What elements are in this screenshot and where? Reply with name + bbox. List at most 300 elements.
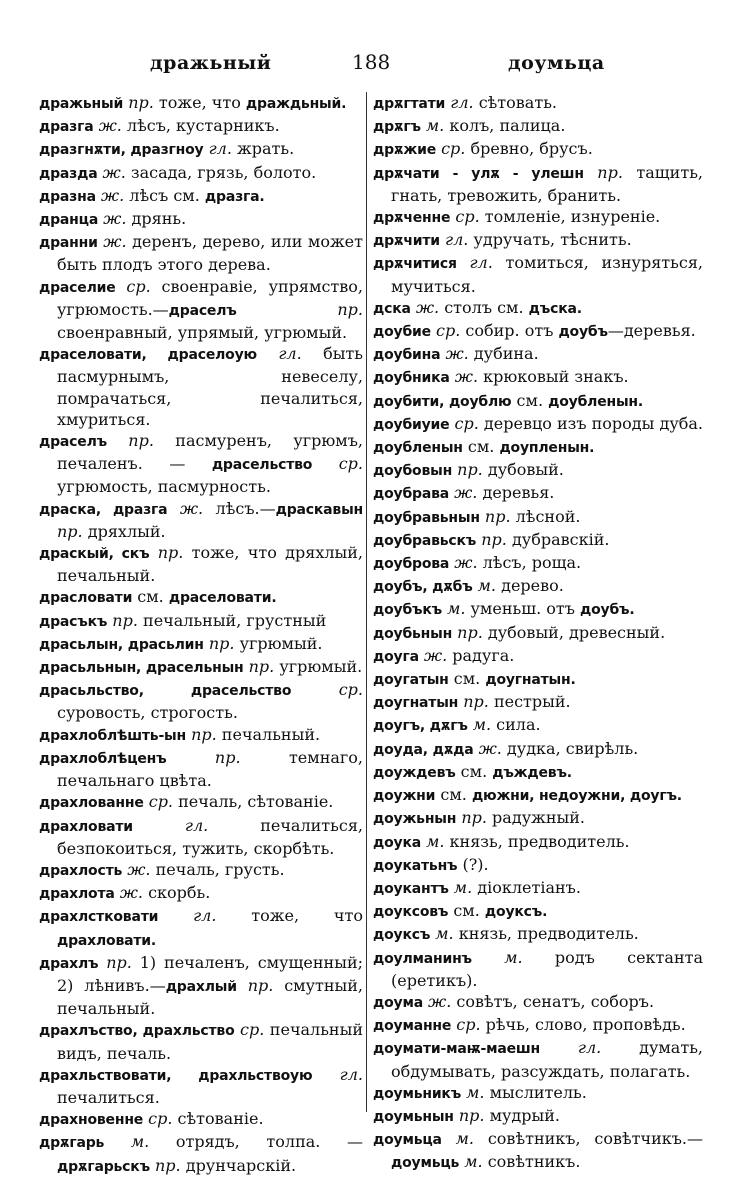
entry-headword: драхльствовати, драхльствоую xyxy=(39,1067,313,1084)
dictionary-entry xyxy=(373,162,703,206)
entry-headword: дразга xyxy=(39,119,94,136)
dictionary-entry xyxy=(373,738,703,761)
entry-definition: печалиться. xyxy=(57,1087,160,1107)
entry-grammar-label: м. xyxy=(448,877,473,897)
dictionary-entry xyxy=(39,92,363,115)
entry-grammar-label: гл. xyxy=(540,1038,602,1058)
entry-headword: дрѫчитися xyxy=(373,256,457,273)
entry-grammar-label: м. xyxy=(471,947,523,967)
entry-grammar-label: пр. xyxy=(458,692,489,712)
dictionary-entry xyxy=(373,947,703,991)
entry-headword: дъждевъ. xyxy=(492,764,572,781)
entry-definition: удручать, тѣснить. xyxy=(468,230,632,250)
dictionary-entry xyxy=(373,529,703,552)
entry-headword: драселие xyxy=(39,279,116,296)
dictionary-entry xyxy=(39,1131,363,1177)
entry-definition: 1) печаленъ, смущенный; 2) лѣнивъ.— xyxy=(57,952,363,995)
entry-headword: доуксъ. xyxy=(484,904,548,921)
entry-grammar-label: м. xyxy=(461,1082,485,1102)
entry-headword: дрѫгарьскъ xyxy=(57,1158,150,1175)
entry-headword: доуга xyxy=(373,648,419,665)
dictionary-entry xyxy=(373,691,703,714)
entry-definition: угрюмость, пасмурность. xyxy=(57,477,271,497)
entry-headword: доубьнын xyxy=(373,625,453,642)
entry-grammar-label: пр. xyxy=(149,543,184,563)
entry-definition: своенравіе, упрямство, угрюмость.— xyxy=(57,276,364,319)
entry-grammar-label: ср. xyxy=(430,321,461,341)
entry-grammar-label: пр. xyxy=(453,1105,485,1125)
entry-grammar-label: пр. xyxy=(236,975,274,995)
dictionary-entry xyxy=(373,436,703,459)
entry-definition: —деревья. xyxy=(607,321,696,341)
entry-definition: печальный, грустный xyxy=(137,610,327,630)
entry-grammar-label: пр. xyxy=(123,93,154,112)
entry-headword: драскавын xyxy=(275,501,364,518)
entry-grammar-label: гл. xyxy=(256,344,302,364)
entry-definition: томленіе, изнуреніе. xyxy=(479,207,661,227)
entry-grammar-label: ср. xyxy=(449,413,479,433)
dictionary-entry xyxy=(373,482,703,505)
entry-definition: князь, предводитель. xyxy=(453,924,639,944)
entry-grammar-label: м. xyxy=(467,715,492,735)
entry-headword: драхлстковати xyxy=(39,909,159,926)
entry-headword: доубленын xyxy=(373,440,463,457)
dictionary-entry xyxy=(373,831,703,854)
entry-definition: бревно, брусъ. xyxy=(465,139,593,159)
entry-grammar-label: гл. xyxy=(456,253,493,273)
entry-headword: доубрава xyxy=(373,486,450,503)
entry-headword: доубъ xyxy=(558,324,608,341)
entry-headword: доугнатын xyxy=(373,695,459,712)
entry-grammar-label: пр. xyxy=(236,299,363,319)
entry-definition: угрюмый. xyxy=(234,633,323,653)
entry-grammar-label: ж. xyxy=(167,498,204,518)
entry-definition: дубовый, древесный. xyxy=(482,622,666,642)
entry-definition: угрюмый. xyxy=(274,657,363,677)
dictionary-entry xyxy=(373,206,703,229)
entry-grammar-label: ср. xyxy=(312,454,363,474)
entry-definition: уменьш. отъ xyxy=(465,599,581,619)
entry-grammar-label: ж. xyxy=(422,991,452,1011)
dictionary-entry xyxy=(373,668,703,691)
entry-headword: дъска. xyxy=(528,300,582,317)
entry-definition: деревья. xyxy=(477,483,555,503)
entry-headword: доукантъ xyxy=(373,880,449,897)
dictionary-entry xyxy=(39,633,363,656)
dictionary-entry xyxy=(373,92,703,115)
entry-definition: сѣтовать. xyxy=(473,93,557,112)
entry-definition: быть пасмурнымъ, невеселу, помрачаться, печалиться, хмуриться. xyxy=(57,344,363,429)
entry-headword: драхновенне xyxy=(39,1112,144,1129)
entry-definition: думать, обдумывать, разсуждать, полагать. xyxy=(391,1038,703,1081)
entry-definition: радужный. xyxy=(486,808,585,828)
dictionary-entry xyxy=(39,162,363,185)
dictionary-entry xyxy=(373,1128,703,1174)
dictionary-entry xyxy=(39,1108,363,1131)
entry-headword: доука xyxy=(373,834,422,851)
entry-grammar-label: гл. xyxy=(439,230,469,250)
dictionary-entry xyxy=(39,747,363,791)
page-number: 188 xyxy=(352,50,391,74)
entry-headword: доумьнын xyxy=(373,1108,454,1125)
entry-grammar-label: ср. xyxy=(450,207,480,227)
entry-headword: драселъ xyxy=(39,434,107,451)
entry-grammar-label: пр. xyxy=(452,460,483,480)
entry-definition: см. xyxy=(448,901,485,921)
entry-headword: доуждевъ xyxy=(373,764,456,781)
entry-headword: драсельство xyxy=(211,457,313,474)
entry-grammar-label: ср. xyxy=(115,276,151,296)
entry-grammar-label: м. xyxy=(459,1152,483,1172)
dictionary-entry xyxy=(373,854,703,877)
entry-headword: доубленын. xyxy=(548,393,644,410)
entry-grammar-label: ж. xyxy=(449,367,479,387)
entry-grammar-label: гл. xyxy=(445,93,474,112)
entry-definition: лѣсъ, роща. xyxy=(477,553,582,573)
entry-grammar-label: пр. xyxy=(203,633,235,653)
entry-grammar-label: ж. xyxy=(440,344,469,364)
entry-headword: дразга. xyxy=(204,188,265,205)
entry-definition: лѣсъ.— xyxy=(203,498,276,518)
dictionary-entry xyxy=(373,320,703,343)
dictionary-entry xyxy=(39,882,363,905)
entry-headword: драхлый xyxy=(165,978,237,995)
entry-definition: см. xyxy=(132,587,169,607)
entry-grammar-label: пр. xyxy=(452,622,483,642)
entry-headword: доуманне xyxy=(373,1018,452,1035)
dictionary-entry xyxy=(39,586,363,609)
entry-grammar-label: ср. xyxy=(143,1109,173,1129)
entry-headword: дразна xyxy=(39,188,96,205)
entry-definition: деревцо изъ породы дуба. xyxy=(478,413,703,433)
entry-headword: дрѫченне xyxy=(373,210,451,227)
entry-headword: доуксовъ xyxy=(373,904,449,921)
entry-headword: доубина xyxy=(373,347,441,364)
entry-grammar-label: м. xyxy=(104,1132,150,1152)
entry-definition: пасмуренъ, угрюмъ, печаленъ. — xyxy=(57,431,364,474)
dictionary-entry xyxy=(39,430,363,498)
entry-headword: доубъкъ xyxy=(373,602,442,619)
entry-headword: дражьный xyxy=(39,96,124,112)
entry-headword: дразда xyxy=(39,165,98,182)
entry-grammar-label: ж. xyxy=(122,859,151,879)
entry-definition: совѣтникъ. xyxy=(482,1152,581,1172)
entry-grammar-label: гл. xyxy=(158,906,217,926)
entry-headword: доугъ, дѫгъ xyxy=(373,718,468,735)
entry-grammar-label: пр. xyxy=(166,747,241,767)
dictionary-entry xyxy=(39,138,363,161)
dictionary-entry xyxy=(373,991,703,1014)
entry-headword: доубити, доублю xyxy=(373,393,512,410)
left-column xyxy=(39,92,363,1178)
entry-headword: драселъ xyxy=(168,302,237,319)
entry-grammar-label: ж. xyxy=(97,162,126,182)
dictionary-entry xyxy=(373,761,703,784)
entry-grammar-label: м. xyxy=(421,831,445,851)
right-column xyxy=(373,92,703,1175)
entry-grammar-label: м. xyxy=(420,116,445,136)
dictionary-entry xyxy=(39,724,363,747)
entry-grammar-label: ср. xyxy=(291,680,363,700)
dictionary-entry xyxy=(373,622,703,645)
entry-headword: драхловати xyxy=(39,818,133,835)
entry-grammar-label: гл. xyxy=(203,139,232,159)
entry-headword: дразгнѫти, дразгноу xyxy=(39,142,204,159)
entry-definition: столъ см. xyxy=(439,297,529,317)
entry-headword: драхлъ xyxy=(39,955,99,972)
entry-grammar-label: ср. xyxy=(143,792,174,812)
entry-grammar-label: пр. xyxy=(243,657,275,677)
entry-headword: драхлъство, драхльство xyxy=(39,1023,235,1040)
dictionary-entry xyxy=(373,877,703,900)
dictionary-entry xyxy=(373,366,703,389)
dictionary-entry xyxy=(39,859,363,882)
entry-grammar-label: пр. xyxy=(106,431,154,451)
entry-headword: доумьца xyxy=(373,1132,442,1149)
entry-definition: совѣтникъ, совѣтчикъ.— xyxy=(473,1129,703,1149)
dictionary-entry xyxy=(373,413,703,436)
entry-definition: печалиться, безпокоиться, тужить, скорбѣть. xyxy=(57,815,363,858)
entry-headword: доубравьнын xyxy=(373,509,480,526)
entry-headword: драска, дразга xyxy=(39,501,168,518)
entry-definition: засада, грязь, болото. xyxy=(125,162,317,182)
entry-headword: доубъ. xyxy=(580,602,635,619)
entry-definition: сила. xyxy=(491,715,541,735)
entry-headword: драсъкъ xyxy=(39,613,108,630)
dictionary-entry xyxy=(39,1064,363,1108)
entry-definition: дряхлый. xyxy=(82,521,166,541)
entry-headword: драхловати. xyxy=(57,932,157,949)
entry-definition: см. xyxy=(455,761,493,781)
entry-headword: драсьлын, драсьлин xyxy=(39,636,204,653)
entry-grammar-label: ж. xyxy=(449,553,478,573)
entry-definition: пестрый. xyxy=(488,692,571,712)
entry-definition: мудрый. xyxy=(484,1105,561,1125)
dictionary-entry xyxy=(373,506,703,529)
entry-grammar-label: пр. xyxy=(456,808,487,828)
entry-grammar-label: ср. xyxy=(435,139,466,159)
entry-headword: драсьльство, драсельство xyxy=(39,683,292,700)
entry-definition: печальный видъ, печаль. xyxy=(57,1020,363,1063)
dictionary-entry xyxy=(373,1105,703,1128)
entry-headword: драхлованне xyxy=(39,795,144,812)
dictionary-entry xyxy=(373,138,703,161)
entry-grammar-label: ж. xyxy=(449,483,478,503)
entry-grammar-label: ср. xyxy=(234,1020,265,1040)
entry-definition: тащить, гнать, тревожить, бранить. xyxy=(391,162,703,205)
entry-headword: доубравьскъ xyxy=(373,532,477,549)
dictionary-entry xyxy=(373,115,703,138)
entry-headword: драселовати, драселоую xyxy=(39,347,257,364)
dictionary-entry xyxy=(39,905,363,951)
dictionary-entry xyxy=(373,552,703,575)
entry-headword: доумати-маѭ-маешн xyxy=(373,1041,541,1058)
entry-headword: драсловати xyxy=(39,590,133,607)
entry-headword: дска xyxy=(373,300,411,317)
entry-definition: см. xyxy=(435,785,472,805)
entry-definition: тоже, что xyxy=(216,906,363,926)
column-divider xyxy=(366,92,367,1112)
entry-grammar-label: пр. xyxy=(583,162,623,182)
entry-headword: доума xyxy=(373,994,423,1011)
dictionary-entry xyxy=(373,714,703,737)
entry-definition: см. xyxy=(511,390,549,410)
entry-definition: крюковый знакъ. xyxy=(478,367,629,387)
entry-headword: доубиуие xyxy=(373,416,450,433)
entry-headword: драселовати. xyxy=(168,590,277,607)
entry-headword: дрѫжие xyxy=(373,142,436,159)
dictionary-entry xyxy=(39,208,363,231)
entry-definition: дерево. xyxy=(496,576,564,596)
dictionary-entry xyxy=(39,1019,363,1063)
entry-definition: лѣсной. xyxy=(510,506,581,526)
entry-headword: доугатын xyxy=(373,672,449,689)
dictionary-entry xyxy=(373,1014,703,1037)
entry-definition: скорбь. xyxy=(143,883,211,903)
dictionary-entry xyxy=(373,645,703,668)
dictionary-entry xyxy=(39,231,363,275)
entry-definition: жрать. xyxy=(231,139,295,159)
entry-grammar-label: пр. xyxy=(107,610,138,630)
entry-definition: тоже, что xyxy=(153,93,246,112)
dictionary-entry xyxy=(373,229,703,252)
dictionary-entry xyxy=(373,807,703,830)
entry-definition: дрянь. xyxy=(126,209,187,229)
entry-grammar-label: пр. xyxy=(476,529,507,549)
entry-grammar-label: м. xyxy=(441,599,466,619)
entry-headword: дранни xyxy=(39,235,98,252)
entry-grammar-label: м. xyxy=(472,576,496,596)
entry-definition: дубравскій. xyxy=(506,529,610,549)
entry-grammar-label: пр. xyxy=(98,952,132,972)
entry-grammar-label: ж. xyxy=(97,232,127,252)
entry-definition: (?). xyxy=(457,854,489,874)
dictionary-entry xyxy=(373,923,703,946)
dictionary-entry xyxy=(39,498,363,542)
entry-definition: дубина. xyxy=(468,344,539,364)
entry-headword: доулманинъ xyxy=(373,950,472,967)
entry-definition: тоже, что дряхлый, печальный. xyxy=(57,543,363,586)
entry-headword: доуброва xyxy=(373,556,450,573)
entry-headword: доугнатын. xyxy=(485,672,576,689)
entry-grammar-label: ср. xyxy=(451,1015,481,1035)
dictionary-entry xyxy=(39,815,363,859)
entry-grammar-label: пр. xyxy=(186,724,217,744)
entry-headword: драхлоблѣценъ xyxy=(39,750,167,767)
entry-grammar-label: м. xyxy=(430,924,454,944)
entry-headword: дюжни, недоужни, доугъ. xyxy=(471,788,682,805)
dictionary-entry xyxy=(373,390,703,413)
entry-definition: темнаго, печальнаго цвѣта. xyxy=(57,747,364,791)
dictionary-entry xyxy=(373,343,703,366)
entry-definition: родъ сектанта (еретикъ). xyxy=(391,947,704,990)
dictionary-entry xyxy=(373,252,703,296)
entry-headword: доубие xyxy=(373,324,431,341)
dictionary-entry xyxy=(39,610,363,633)
dictionary-entry xyxy=(39,185,363,208)
entry-headword: доуксъ xyxy=(373,927,431,944)
entry-definition: лѣсъ см. xyxy=(124,185,205,205)
dictionary-entry xyxy=(373,459,703,482)
entry-definition: сѣтованіе. xyxy=(172,1109,264,1129)
entry-headword: доужьнын xyxy=(373,811,457,828)
dictionary-entry xyxy=(39,276,363,344)
entry-headword: доукатьнъ xyxy=(373,857,458,874)
entry-headword: доуда, дѫда xyxy=(373,741,474,758)
entry-headword: дрѫчити xyxy=(373,233,440,250)
entry-headword: дрѫгъ xyxy=(373,119,421,136)
entry-grammar-label: ж. xyxy=(418,645,448,665)
entry-definition: лѣсъ, кустарникъ. xyxy=(121,116,280,136)
entry-headword: драхлость xyxy=(39,862,123,879)
entry-definition: см. xyxy=(462,437,500,457)
entry-headword: дрѫгтати xyxy=(373,96,446,112)
entry-grammar-label: гл. xyxy=(132,815,209,835)
entry-definition: діоклетіанъ. xyxy=(472,877,581,897)
entry-headword: драждьный. xyxy=(245,96,347,112)
entry-grammar-label: гл. xyxy=(312,1064,363,1084)
entry-definition: отрядъ, толпа. — xyxy=(149,1132,363,1152)
entry-headword: доубника xyxy=(373,370,450,387)
entry-headword: дрѫгарь xyxy=(39,1135,105,1152)
entry-definition: собир. отъ xyxy=(460,321,559,341)
entry-definition: томиться, изнуряться, мучиться. xyxy=(391,253,703,296)
dictionary-entry xyxy=(39,952,363,1020)
dictionary-entry xyxy=(39,542,363,586)
entry-headword: доужни xyxy=(373,788,436,805)
entry-grammar-label: пр. xyxy=(149,1155,181,1175)
entry-definition: деренъ, дерево, или может быть плодъ этого дерева. xyxy=(57,232,364,275)
right-running-headword: доумьца xyxy=(508,52,605,74)
entry-headword: доубъ, дѫбъ xyxy=(373,579,473,596)
entry-grammar-label: ж. xyxy=(93,116,122,136)
entry-definition: печальный. xyxy=(216,724,321,744)
dictionary-entry xyxy=(39,791,363,814)
left-running-headword: дражьный xyxy=(150,52,272,74)
entry-grammar-label: м. xyxy=(441,1129,474,1149)
entry-definition: печаль, сѣтованіе. xyxy=(173,792,334,812)
entry-headword: драсьльнын, драсельнын xyxy=(39,660,244,677)
dictionary-entry xyxy=(39,343,363,430)
entry-definition: князь, предводитель. xyxy=(444,831,630,851)
dictionary-entry xyxy=(39,656,363,679)
entry-definition: друнчарскій. xyxy=(180,1155,297,1175)
entry-definition: смутный, печальный. xyxy=(57,975,364,1019)
entry-definition: радуга. xyxy=(447,645,515,665)
entry-definition: рѣчь, слово, проповѣдь. xyxy=(480,1015,686,1035)
entry-headword: дрѫчати - улѫ - улешн xyxy=(373,165,584,182)
entry-definition: совѣтъ, сенатъ, соборъ. xyxy=(451,991,655,1011)
entry-definition: мыслитель. xyxy=(484,1082,587,1102)
entry-headword: драскый, скъ xyxy=(39,546,150,563)
entry-headword: доубовын xyxy=(373,463,453,480)
entry-headword: драхлоблѣшть-ын xyxy=(39,727,186,744)
entry-headword: дранца xyxy=(39,212,99,229)
dictionary-entry xyxy=(373,784,703,807)
entry-headword: драхлота xyxy=(39,886,115,903)
entry-grammar-label: пр. xyxy=(479,506,511,526)
entry-grammar-label: пр. xyxy=(57,521,83,541)
dictionary-entry xyxy=(373,1037,703,1081)
entry-definition: своенравный, упрямый, угрюмый. xyxy=(57,323,348,343)
dictionary-entry xyxy=(39,679,363,723)
entry-headword: доупленын. xyxy=(499,440,595,457)
entry-grammar-label: ж. xyxy=(98,209,127,229)
dictionary-entry xyxy=(373,900,703,923)
entry-grammar-label: ж. xyxy=(473,738,502,758)
entry-definition: суровость, строгость. xyxy=(57,703,238,723)
entry-definition: дудка, свирѣль. xyxy=(501,738,639,758)
